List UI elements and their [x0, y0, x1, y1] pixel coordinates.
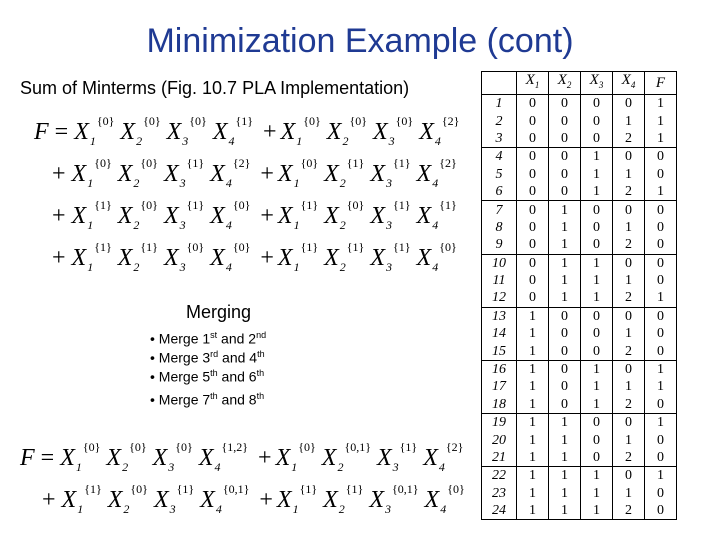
table-cell: 20 [482, 431, 517, 448]
table-cell: 0 [581, 219, 613, 236]
subtitle: Sum of Minterms (Fig. 10.7 PLA Implementation) [20, 78, 410, 98]
table-cell: 0 [517, 236, 549, 254]
table-cell: 0 [613, 360, 645, 378]
table-row [482, 112, 677, 129]
merge-list [150, 326, 266, 406]
table-row [482, 414, 677, 432]
table-cell: 1 [581, 272, 613, 289]
table-cell: 1 [517, 502, 549, 520]
table-cell: 0 [517, 95, 549, 113]
table-cell: 0 [549, 130, 581, 148]
merge-item: • Merge 5th and 6th [150, 368, 265, 385]
table-cell: 1 [517, 431, 549, 448]
table-row [482, 431, 677, 448]
table-cell: 0 [549, 307, 581, 325]
table-cell: 1 [581, 166, 613, 183]
table-cell: 9 [482, 236, 517, 254]
table-row [482, 130, 677, 148]
table-cell: 1 [517, 378, 549, 395]
table-cell: 1 [581, 360, 613, 378]
table-cell: 1 [517, 396, 549, 414]
table-cell: 1 [613, 378, 645, 395]
table-cell: 23 [482, 485, 517, 502]
table-cell: 0 [549, 378, 581, 395]
table-cell: 0 [645, 254, 677, 272]
table-cell: 1 [482, 95, 517, 113]
table-cell: 2 [613, 342, 645, 360]
table-cell: 0 [581, 325, 613, 342]
table-cell: 4 [482, 148, 517, 166]
table-cell: 1 [549, 431, 581, 448]
table-cell: 12 [482, 289, 517, 307]
table-header: $X_2$ [549, 72, 581, 95]
table-cell: 1 [581, 467, 613, 485]
table-cell: 1 [613, 112, 645, 129]
table-cell: 0 [549, 325, 581, 342]
table-cell: 7 [482, 201, 517, 219]
table-row [482, 378, 677, 395]
table-cell: 1 [517, 414, 549, 432]
table-cell: 0 [517, 166, 549, 183]
table-cell: 6 [482, 183, 517, 201]
table-cell: 2 [613, 183, 645, 201]
table-cell: 1 [581, 148, 613, 166]
table-cell: 1 [645, 414, 677, 432]
table-cell: 19 [482, 414, 517, 432]
table-cell: 0 [645, 485, 677, 502]
merge-item: • Merge 7th and 8th [150, 391, 265, 408]
table-cell: 0 [549, 183, 581, 201]
table-cell: 2 [613, 130, 645, 148]
table-cell: 1 [645, 112, 677, 129]
table-cell: 24 [482, 502, 517, 520]
table-cell: 1 [581, 254, 613, 272]
table-cell: 0 [645, 148, 677, 166]
table-cell: 0 [645, 307, 677, 325]
table-cell: 1 [549, 414, 581, 432]
table-cell: 0 [581, 342, 613, 360]
table-cell: 0 [549, 95, 581, 113]
table-cell: 2 [613, 449, 645, 467]
table-cell: 0 [613, 467, 645, 485]
table-row [482, 95, 677, 113]
table-cell: 0 [613, 95, 645, 113]
table-row [482, 307, 677, 325]
table-cell: 18 [482, 396, 517, 414]
table-cell: 0 [645, 201, 677, 219]
table-cell: 1 [581, 396, 613, 414]
merging-heading: Merging [186, 302, 252, 322]
table-cell: 1 [613, 219, 645, 236]
table-row [482, 166, 677, 183]
table-cell: 0 [517, 289, 549, 307]
table-header: $X_3$ [581, 72, 613, 95]
table-cell: 1 [549, 485, 581, 502]
table-cell: 0 [549, 148, 581, 166]
table-cell: 1 [645, 95, 677, 113]
table-cell: 1 [517, 360, 549, 378]
table-row [482, 183, 677, 201]
equation-line: $F = X_1^{\{0\}}$ $X_2^{\{0\}}$ $X_3^{\{0\}}$ $X_4^{\{1,2\}} + X_1^{\{0\}}$ $X_2^{\{0,1\}}$ $X_3^{\{1\}}$ $X_4^{\{2\}}$ [20, 440, 464, 474]
table-cell: 0 [581, 431, 613, 448]
table-cell: 0 [517, 148, 549, 166]
table-cell: 0 [645, 272, 677, 289]
table-cell: 1 [517, 449, 549, 467]
table-cell: 0 [613, 254, 645, 272]
equation-line: $F = X_1^{\{0\}}$ $X_2^{\{0\}}$ $X_3^{\{0\}}$ $X_4^{\{1\}} + X_1^{\{0\}}$ $X_2^{\{0\}}$ $X_3^{\{0\}}$ $X_4^{\{2\}}$ [34, 114, 460, 148]
table-cell: 1 [613, 272, 645, 289]
table-row [482, 148, 677, 166]
table-row [482, 236, 677, 254]
merge-item: • Merge 1st and 2nd [150, 330, 267, 347]
table-cell: 0 [517, 183, 549, 201]
table-cell: 0 [613, 148, 645, 166]
table-cell: 1 [581, 485, 613, 502]
table-cell: 10 [482, 254, 517, 272]
table-cell: 1 [581, 502, 613, 520]
table-row [482, 360, 677, 378]
table-cell: 0 [549, 396, 581, 414]
table-cell: 0 [549, 342, 581, 360]
table-cell: 5 [482, 166, 517, 183]
table-row [482, 396, 677, 414]
table-row [482, 485, 677, 502]
table-cell: 13 [482, 307, 517, 325]
table-cell: 0 [581, 130, 613, 148]
table-cell: 17 [482, 378, 517, 395]
table-cell: 1 [549, 219, 581, 236]
table-header: F [645, 72, 677, 95]
table-cell: 0 [517, 130, 549, 148]
table-cell: 1 [645, 360, 677, 378]
table-cell: 0 [517, 112, 549, 129]
equation-line: + $X_1^{\{0\}}$ $X_2^{\{0\}}$ $X_3^{\{1\}}$ $X_4^{\{2\}} + X_1^{\{0\}}$ $X_2^{\{1\}}$ $X_3^{\{1\}}$ $X_4^{\{2\}}$ [52, 156, 457, 190]
table-cell: 8 [482, 219, 517, 236]
table-cell: 0 [645, 166, 677, 183]
table-cell: 14 [482, 325, 517, 342]
table-cell: 1 [517, 307, 549, 325]
table-cell: 1 [581, 378, 613, 395]
table-cell: 0 [645, 431, 677, 448]
table-cell: 1 [613, 166, 645, 183]
truth-table [481, 71, 677, 520]
table-cell: 0 [613, 414, 645, 432]
table-cell: 0 [645, 342, 677, 360]
table-cell: 16 [482, 360, 517, 378]
table-cell: 0 [549, 166, 581, 183]
table-cell: 1 [645, 378, 677, 395]
table-cell: 1 [517, 467, 549, 485]
table-cell: 1 [645, 467, 677, 485]
table-cell: 0 [645, 396, 677, 414]
table-cell: 1 [549, 272, 581, 289]
table-cell: 0 [645, 502, 677, 520]
table-cell: 1 [549, 236, 581, 254]
table-cell: 1 [613, 431, 645, 448]
table-cell: 0 [581, 95, 613, 113]
table-row [482, 254, 677, 272]
table-cell: 3 [482, 130, 517, 148]
table-cell: 0 [613, 201, 645, 219]
table-cell: 0 [581, 307, 613, 325]
table-row [482, 502, 677, 520]
table-row [482, 272, 677, 289]
table-cell: 1 [549, 201, 581, 219]
table-header [482, 72, 517, 95]
table-cell: 1 [517, 342, 549, 360]
slide-title: Minimization Example (cont) [146, 22, 574, 60]
table-row [482, 342, 677, 360]
table-row [482, 289, 677, 307]
table-row [482, 467, 677, 485]
table-cell: 0 [517, 272, 549, 289]
merge-item: • Merge 3rd and 4th [150, 349, 265, 366]
table-cell: 0 [517, 254, 549, 272]
table-cell: 0 [517, 219, 549, 236]
equation-line: + $X_1^{\{1\}}$ $X_2^{\{1\}}$ $X_3^{\{0\}}$ $X_4^{\{0\}} + X_1^{\{1\}}$ $X_2^{\{1\}}$ $X_3^{\{1\}}$ $X_4^{\{0\}}$ [52, 240, 457, 274]
table-row [482, 325, 677, 342]
table-cell: 0 [581, 112, 613, 129]
table-cell: 1 [549, 449, 581, 467]
table-cell: 0 [581, 236, 613, 254]
table-cell: 2 [613, 396, 645, 414]
table-row [482, 219, 677, 236]
equation-line: + $X_1^{\{1\}}$ $X_2^{\{0\}}$ $X_3^{\{1\}}$ $X_4^{\{0\}} + X_1^{\{1\}}$ $X_2^{\{0\}}$ $X_3^{\{1\}}$ $X_4^{\{1\}}$ [52, 198, 457, 232]
table-cell: 2 [613, 236, 645, 254]
table-header: $X_4$ [613, 72, 645, 95]
table-cell: 22 [482, 467, 517, 485]
table-cell: 0 [549, 360, 581, 378]
table-cell: 0 [645, 325, 677, 342]
table-cell: 21 [482, 449, 517, 467]
table-cell: 0 [581, 201, 613, 219]
table-cell: 0 [517, 201, 549, 219]
table-cell: 2 [613, 502, 645, 520]
table-cell: 0 [581, 414, 613, 432]
table-header: $X_1$ [517, 72, 549, 95]
table-cell: 1 [645, 130, 677, 148]
table-cell: 1 [613, 325, 645, 342]
table-cell: 0 [645, 219, 677, 236]
table-cell: 0 [613, 307, 645, 325]
table-cell: 0 [549, 112, 581, 129]
table-cell: 1 [581, 183, 613, 201]
table-cell: 1 [645, 183, 677, 201]
equation-line: + $X_1^{\{1\}}$ $X_2^{\{0\}}$ $X_3^{\{1\}}$ $X_4^{\{0,1\}} + X_1^{\{1\}}$ $X_2^{\{1\}}$ $X_3^{\{0,1\}}$ $X_4^{\{0\}}$ [42, 482, 465, 516]
table-cell: 0 [645, 449, 677, 467]
table-cell: 0 [581, 449, 613, 467]
table-cell: 1 [549, 502, 581, 520]
table-cell: 1 [517, 325, 549, 342]
table-cell: 1 [581, 289, 613, 307]
table-cell: 0 [645, 236, 677, 254]
table-cell: 1 [549, 254, 581, 272]
table-cell: 11 [482, 272, 517, 289]
table-cell: 1 [549, 467, 581, 485]
table-cell: 2 [613, 289, 645, 307]
table-cell: 1 [549, 289, 581, 307]
table-row [482, 201, 677, 219]
table-cell: 1 [517, 485, 549, 502]
table-row [482, 449, 677, 467]
table-cell: 1 [613, 485, 645, 502]
table-cell: 15 [482, 342, 517, 360]
table-cell: 2 [482, 112, 517, 129]
table-cell: 1 [645, 289, 677, 307]
